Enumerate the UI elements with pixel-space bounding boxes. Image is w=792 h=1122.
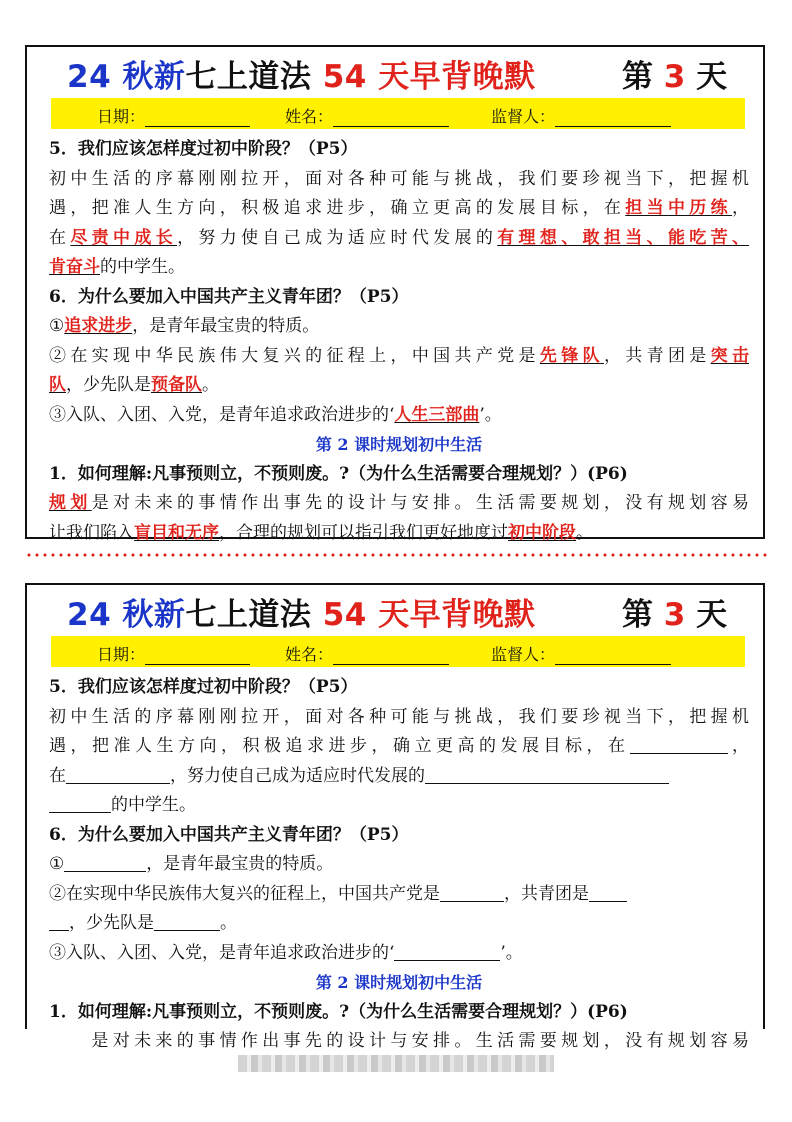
q5-line: 在尽责中成长，努力使自己成为适应时代发展的有理想、敢担当、能吃苦、 [49, 227, 749, 248]
fill-blank[interactable] [64, 853, 146, 872]
fill-blank[interactable] [49, 794, 111, 813]
question-6-title: 6．为什么要加入中国共产主义青年团？（P5） [49, 824, 409, 845]
answer: 规划 [49, 493, 92, 513]
q6-line: ②在实现中华民族伟大复兴的征程上，中国共产党是先锋队，共青团是突击 [49, 345, 749, 366]
q5-line: 肯奋斗的中学生。 [49, 257, 185, 277]
fill-blank[interactable] [66, 765, 170, 784]
q6-line: ②在实现中华民族伟大复兴的征程上，中国共产党是 ，共青团是 [49, 880, 749, 910]
answer: 追求进步 [64, 316, 133, 336]
supervisor-field: 监督人： [491, 104, 671, 127]
page-title: 24 秋新七上道法 54 天早背晚默 [67, 59, 536, 95]
info-bar [51, 98, 745, 129]
info-bar [51, 636, 745, 667]
q6-line: ③入队、入团、入党，是青年追求政治进步的‘人生三部曲’。 [49, 404, 502, 425]
answer: 尽责中成长 [70, 227, 178, 248]
fill-blank[interactable] [440, 883, 504, 902]
blank-card [25, 583, 765, 1051]
question-6-title: 6．为什么要加入中国共产主义青年团？（P5） [49, 286, 409, 307]
name-field: 姓名： [285, 642, 449, 665]
supervisor-field: 监督人： [491, 642, 671, 665]
q6-line: ，少先队是 。 [49, 909, 749, 939]
page-title: 24 秋新七上道法 54 天早背晚默 [67, 597, 536, 633]
section-heading: 第 2 课时规划初中生活 [315, 973, 483, 992]
q6-line: ① ，是青年最宝贵的特质。 [49, 854, 334, 874]
fill-blank[interactable] [49, 1030, 87, 1049]
q5-line: 初中生活的序幕刚刚拉开，面对各种可能与挑战，我们要珍视当下，把握机 [49, 706, 749, 727]
answer-card [25, 45, 765, 543]
date-field: 日期： [97, 642, 250, 665]
q6-line: ③入队、入团、入党，是青年追求政治进步的‘ ’。 [49, 942, 523, 963]
question-5-title: 5．我们应该怎样度过初中阶段？（P5） [49, 677, 358, 697]
fill-blank[interactable] [630, 735, 728, 754]
answer: 预备队 [151, 375, 202, 395]
q5-line: 遇，把准人生方向，积极追求进步，确立更高的发展目标，在担当中历练， [49, 198, 749, 218]
dotted-divider [25, 553, 767, 557]
content [49, 673, 749, 1057]
q6-line: ①追求进步，是青年最宝贵的特质。 [49, 316, 320, 336]
answer: 盲目和无序 [134, 522, 219, 543]
q5-line: 初中生活的序幕刚刚拉开，面对各种可能与挑战，我们要珍视当下，把握机 [49, 168, 749, 189]
q1-line: 是对未来的事情作出事先的设计与安排。生活需要规划，没有规划容易 [49, 1027, 749, 1057]
section-heading: 第 2 课时规划初中生活 [315, 435, 483, 454]
q5-line: 的中学生。 [49, 791, 749, 821]
answer: 先锋队 [539, 345, 604, 366]
date-field: 日期： [97, 104, 250, 127]
answer: 突击 [710, 345, 749, 366]
name-field: 姓名： [285, 104, 449, 127]
question-1-title: 1．如何理解:凡事预则立，不预则废。?（为什么生活需要合理规划？）(P6) [49, 1001, 628, 1022]
answer: 队 [49, 375, 66, 395]
fill-blank[interactable] [425, 765, 669, 784]
q5-line: 在 ，努力使自己成为适应时代发展的 [49, 762, 749, 792]
fill-blank[interactable] [154, 912, 220, 931]
answer: 初中阶段 [508, 522, 576, 543]
answer: 肯奋斗 [49, 257, 100, 277]
q1-line: 让我们陷入盲目和无序，合理的规划可以指引我们更好地度过初中阶段。 [49, 522, 593, 543]
question-5-title: 5．我们应该怎样度过初中阶段？（P5） [49, 139, 358, 159]
q5-line: 遇，把准人生方向，积极追求进步，确立更高的发展目标，在 ， [49, 736, 749, 756]
blurred-watermark [238, 1055, 554, 1072]
card-header [27, 585, 763, 631]
question-1-title: 1．如何理解:凡事预则立，不预则废。?（为什么生活需要合理规划？）(P6) [49, 463, 628, 484]
fill-blank[interactable] [394, 942, 500, 961]
day-label: 第 3 天 [622, 597, 728, 633]
answer: 人生三部曲 [394, 404, 480, 425]
answer: 担当中历练 [625, 198, 732, 218]
q6-line: 队，少先队是预备队。 [49, 375, 219, 395]
day-label: 第 3 天 [622, 59, 728, 95]
fill-blank[interactable] [49, 912, 69, 931]
q1-line: 规划是对未来的事情作出事先的设计与安排。生活需要规划，没有规划容易 [49, 493, 749, 513]
card-header [27, 47, 763, 93]
answer: 有理想、敢担当、能吃苦、 [497, 227, 749, 248]
content [49, 135, 749, 548]
fill-blank[interactable] [589, 883, 627, 902]
